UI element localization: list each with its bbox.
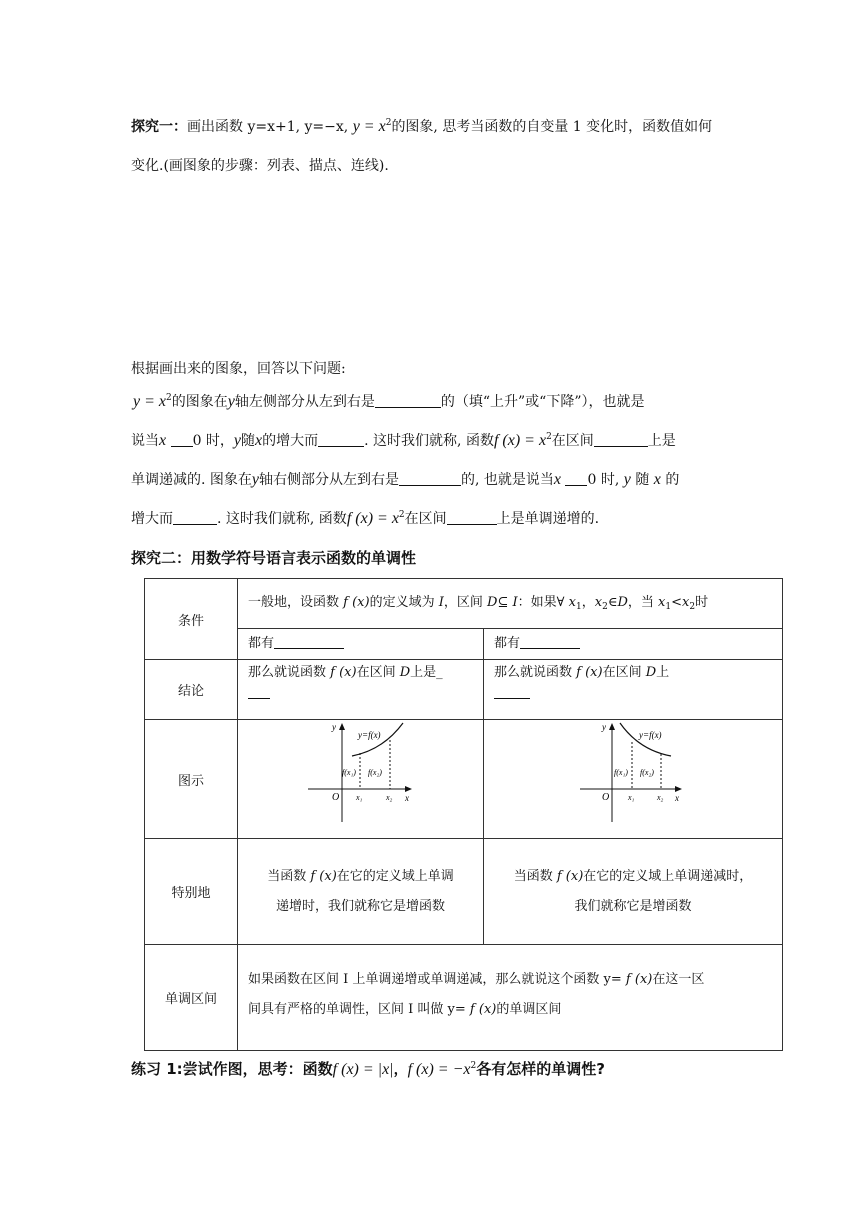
question-line-4: 增大而 . 这时我们就称, 函数f $(x) = x^2$在区间 上是单调递增的.: [131, 510, 600, 527]
figure-label: 图示: [145, 720, 238, 839]
section1-line2: 变化.(画图象的步骤：列表、描点、连线).: [131, 158, 389, 174]
svg-text:f(x₁): f(x₁): [614, 768, 628, 777]
conclusion-right: 那么就说函数 f (x)在区间 D上: [484, 660, 783, 720]
conclusion-left: 那么就说函数 f (x)在区间 D上是_: [238, 660, 484, 720]
answer-blank[interactable]: [399, 472, 461, 486]
svg-text:x: x: [675, 793, 679, 803]
svg-text:y=f(x): y=f(x): [639, 730, 662, 740]
table-row-conclusion: [145, 660, 783, 720]
answer-blank[interactable]: [274, 635, 344, 649]
svg-text:y=f(x): y=f(x): [358, 730, 381, 740]
interval-label: 单调区间: [145, 945, 238, 1051]
answer-blank[interactable]: [520, 635, 580, 649]
answer-blank[interactable]: [565, 472, 587, 486]
table-row-figure: [145, 720, 783, 839]
decreasing-function-graph: [484, 720, 783, 834]
condition-label: 条件: [145, 579, 238, 660]
section1-line1: 探究一：画出函数 y=x+1, y=−x, $y = x^2$的图象, 思考当函数的自变量 1 变化时，函数值如何: [131, 118, 713, 135]
question-line-2: 说当x 0 时，y随x的增大而 . 这时我们就称, 函数f $(x) = x^2$在区间 上是: [131, 432, 676, 449]
condition-left-sub: 都有: [238, 629, 484, 660]
answer-blank[interactable]: [171, 433, 193, 447]
svg-text:f(x₂): f(x₂): [640, 768, 654, 777]
svg-text:x₂: x₂: [386, 793, 393, 802]
answer-blank[interactable]: [375, 394, 441, 408]
table-row-condition: [145, 579, 783, 629]
answer-blank[interactable]: [594, 433, 648, 447]
condition-text: 一般地，设函数 f (x)的定义域为 I，区间 D⊆ I：如果∀ $x_1$，$x_2\in D$，当 $x_1<x_2$时: [238, 579, 783, 629]
special-left: 当函数 f (x)在它的定义域上单调 递增时，我们就称它是增函数: [238, 839, 484, 945]
svg-text:O: O: [602, 792, 610, 803]
svg-text:y: y: [332, 722, 336, 732]
figure-increasing: [238, 720, 484, 839]
questions-intro: 根据画出来的图象，回答以下问题:: [131, 361, 346, 377]
interval-text: 如果函数在区间 I 上单调递增或单调递减，那么就说这个函数 y= f (x)在这一区 间具有严格的单调性，区间 I 叫做 y= f (x)的单调区间: [238, 945, 783, 1051]
special-right: 当函数 f (x)在它的定义域上单调递减时， 我们就称它是增函数: [484, 839, 783, 945]
svg-text:f(x₁): f(x₁): [342, 768, 356, 777]
svg-text:y: y: [602, 722, 606, 732]
svg-text:x₁: x₁: [356, 793, 363, 802]
answer-blank[interactable]: [447, 511, 497, 525]
svg-text:f(x₂): f(x₂): [368, 768, 382, 777]
special-label: 特别地: [145, 839, 238, 945]
exercise-1: 练习 1:尝试作图，思考：函数f (x) = |x|，f $(x) = -x^2$各有怎样的单调性?: [131, 1060, 605, 1078]
answer-blank[interactable]: [318, 433, 364, 447]
answer-blank[interactable]: [248, 685, 270, 699]
question-line-3: 单调递减的. 图象在y轴右侧部分从左到右是 的, 也就是说当x 0 时, y 随 x 的: [131, 471, 680, 488]
svg-text:x₁: x₁: [628, 793, 635, 802]
svg-text:x₂: x₂: [657, 793, 664, 802]
svg-text:x: x: [405, 793, 409, 803]
answer-blank[interactable]: [173, 511, 217, 525]
figure-decreasing: [484, 720, 783, 839]
conclusion-label: 结论: [145, 660, 238, 720]
table-row-special: [145, 839, 783, 945]
svg-text:O: O: [332, 792, 340, 803]
increasing-function-graph: [238, 720, 484, 834]
section1-title: 探究一：: [131, 119, 187, 135]
section2-title: 探究二：用数学符号语言表示函数的单调性: [131, 549, 417, 567]
condition-right-sub: 都有: [484, 629, 783, 660]
answer-blank[interactable]: [494, 685, 530, 699]
monotonicity-table: [144, 578, 783, 1051]
question-line-1: $y = x^2$的图象在y轴左侧部分从左到右是 的（填“上升”或“下降”），也就是: [133, 393, 645, 410]
table-row-interval: [145, 945, 783, 1051]
